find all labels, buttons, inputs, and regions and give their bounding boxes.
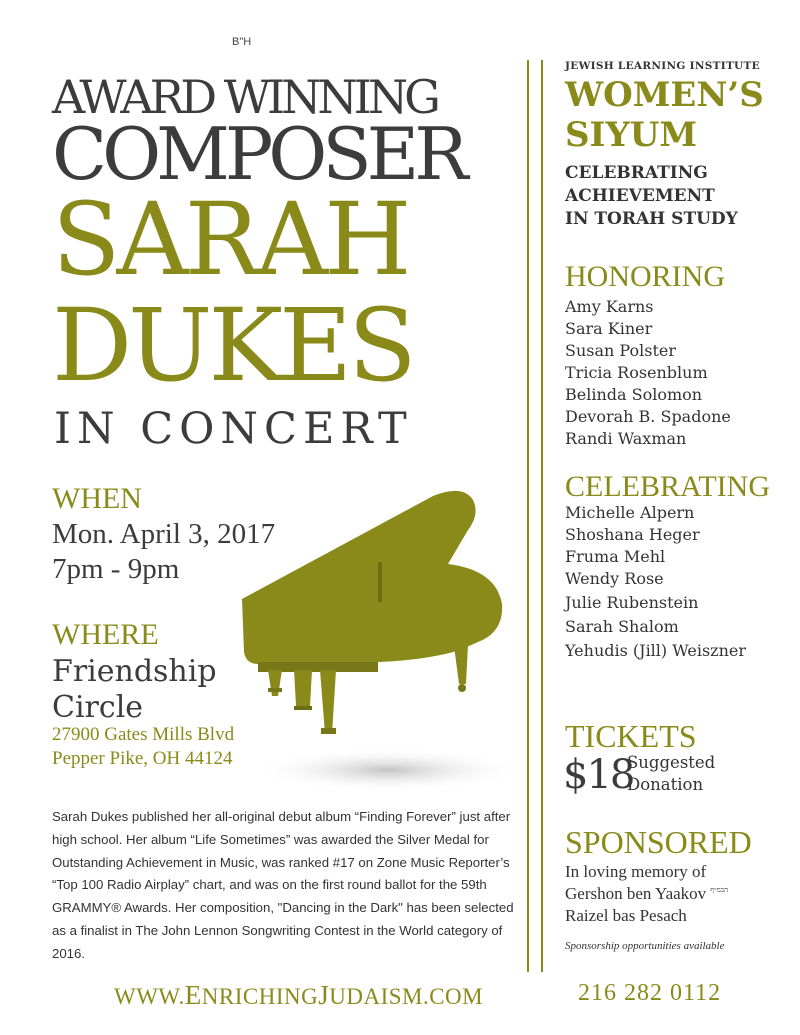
sponsor-line3: Raizel bas Pesach (565, 906, 687, 925)
ticket-note-line2: Donation (627, 775, 704, 794)
sponsor-name-1: Gershon ben Yaakov (565, 884, 707, 903)
list-item: Julie Rubenstein (565, 593, 699, 612)
sponsor-line2 (565, 884, 728, 904)
venue-name-line2: Circle (52, 690, 144, 725)
when-heading: WHEN (52, 482, 142, 515)
list-item: Randi Waxman (565, 429, 687, 448)
url-suffix: UDAISM.COM (329, 984, 484, 1009)
event-name-line1: WOMEN’S (565, 75, 764, 115)
org-name: JEWISH LEARNING INSTITUTE (565, 60, 760, 72)
sponsored-heading: SPONSORED (565, 824, 752, 860)
bh-mark: B"H (232, 36, 252, 48)
event-date: Mon. April 3, 2017 (52, 518, 276, 550)
list-item: Fruma Mehl (565, 547, 666, 566)
list-item: Wendy Rose (565, 569, 664, 588)
venue-address-line2: Pepper Pike, OH 44124 (52, 748, 233, 769)
list-item: Devorah B. Spadone (565, 407, 731, 426)
ticket-price: $18 (563, 752, 634, 798)
url-initial-j: J (318, 980, 330, 1010)
title-in-concert: IN CONCERT (54, 404, 413, 454)
grand-piano-icon (228, 474, 518, 794)
list-item: Amy Karns (565, 297, 654, 316)
column-divider (527, 60, 543, 972)
tickets-heading: TICKETS (565, 718, 697, 754)
list-item: Sara Kiner (565, 319, 653, 338)
phone-number[interactable]: 216 282 0112 (578, 980, 722, 1006)
ticket-note (627, 752, 715, 796)
title-first-name: SARAH (52, 181, 408, 298)
url-enriching: NRICHING (201, 984, 319, 1009)
title-last-name: DUKES (52, 287, 413, 404)
celebrating-list (565, 502, 746, 662)
website-link[interactable] (114, 980, 483, 1011)
list-item: Susan Polster (565, 341, 677, 360)
event-time: 7pm - 9pm (52, 553, 180, 585)
list-item: Sarah Shalom (565, 617, 679, 636)
honoring-heading: HONORING (565, 260, 725, 293)
ticket-note-line1: Suggested (627, 753, 716, 772)
title-composer: COMPOSER (52, 112, 464, 196)
event-name-line2: SIYUM (565, 115, 698, 155)
sponsor-honorific: הכמ״ף (710, 886, 729, 895)
list-item: Yehudis (Jill) Weiszner (565, 641, 747, 660)
tagline-line3: IN TORAH STUDY (565, 209, 738, 229)
tagline-line1: CELEBRATING (565, 163, 708, 183)
sponsor-line1: In loving memory of (565, 862, 707, 881)
tagline-line2: ACHIEVEMENT (565, 186, 715, 206)
venue-name-line1: Friendship (52, 654, 217, 689)
sponsorship-opportunities: Sponsorship opportunities available (565, 940, 725, 952)
venue-address-line1: 27900 Gates Mills Blvd (52, 724, 235, 745)
list-item: Tricia Rosenblum (565, 363, 708, 382)
list-item: Michelle Alpern (565, 503, 695, 522)
url-initial-e: E (184, 980, 202, 1010)
title-award-winning: AWARD WINNING (52, 70, 437, 124)
url-prefix: WWW. (114, 984, 185, 1009)
list-item: Belinda Solomon (565, 385, 703, 404)
celebrating-heading: CELEBRATING (565, 470, 770, 503)
artist-bio: Sarah Dukes published her all-original debut album “Finding Forever” just after high school. Her album “Life Sometimes” was awarded the Silver Medal for Outstanding Achievement in Music, was ranked #17 on Zone Music Reporter’s “Top 100 Radio Airplay” chart, and was on the first round ballot for the 59th GRAMMY® Awards. Her composition, "Dancing in the Dark" has been selected as a finalist in The John Lennon Songwriting Contest in the World category of 2016. (52, 809, 514, 961)
list-item: Shoshana Heger (565, 525, 700, 544)
honoring-list (565, 296, 731, 450)
where-heading: WHERE (52, 618, 159, 651)
